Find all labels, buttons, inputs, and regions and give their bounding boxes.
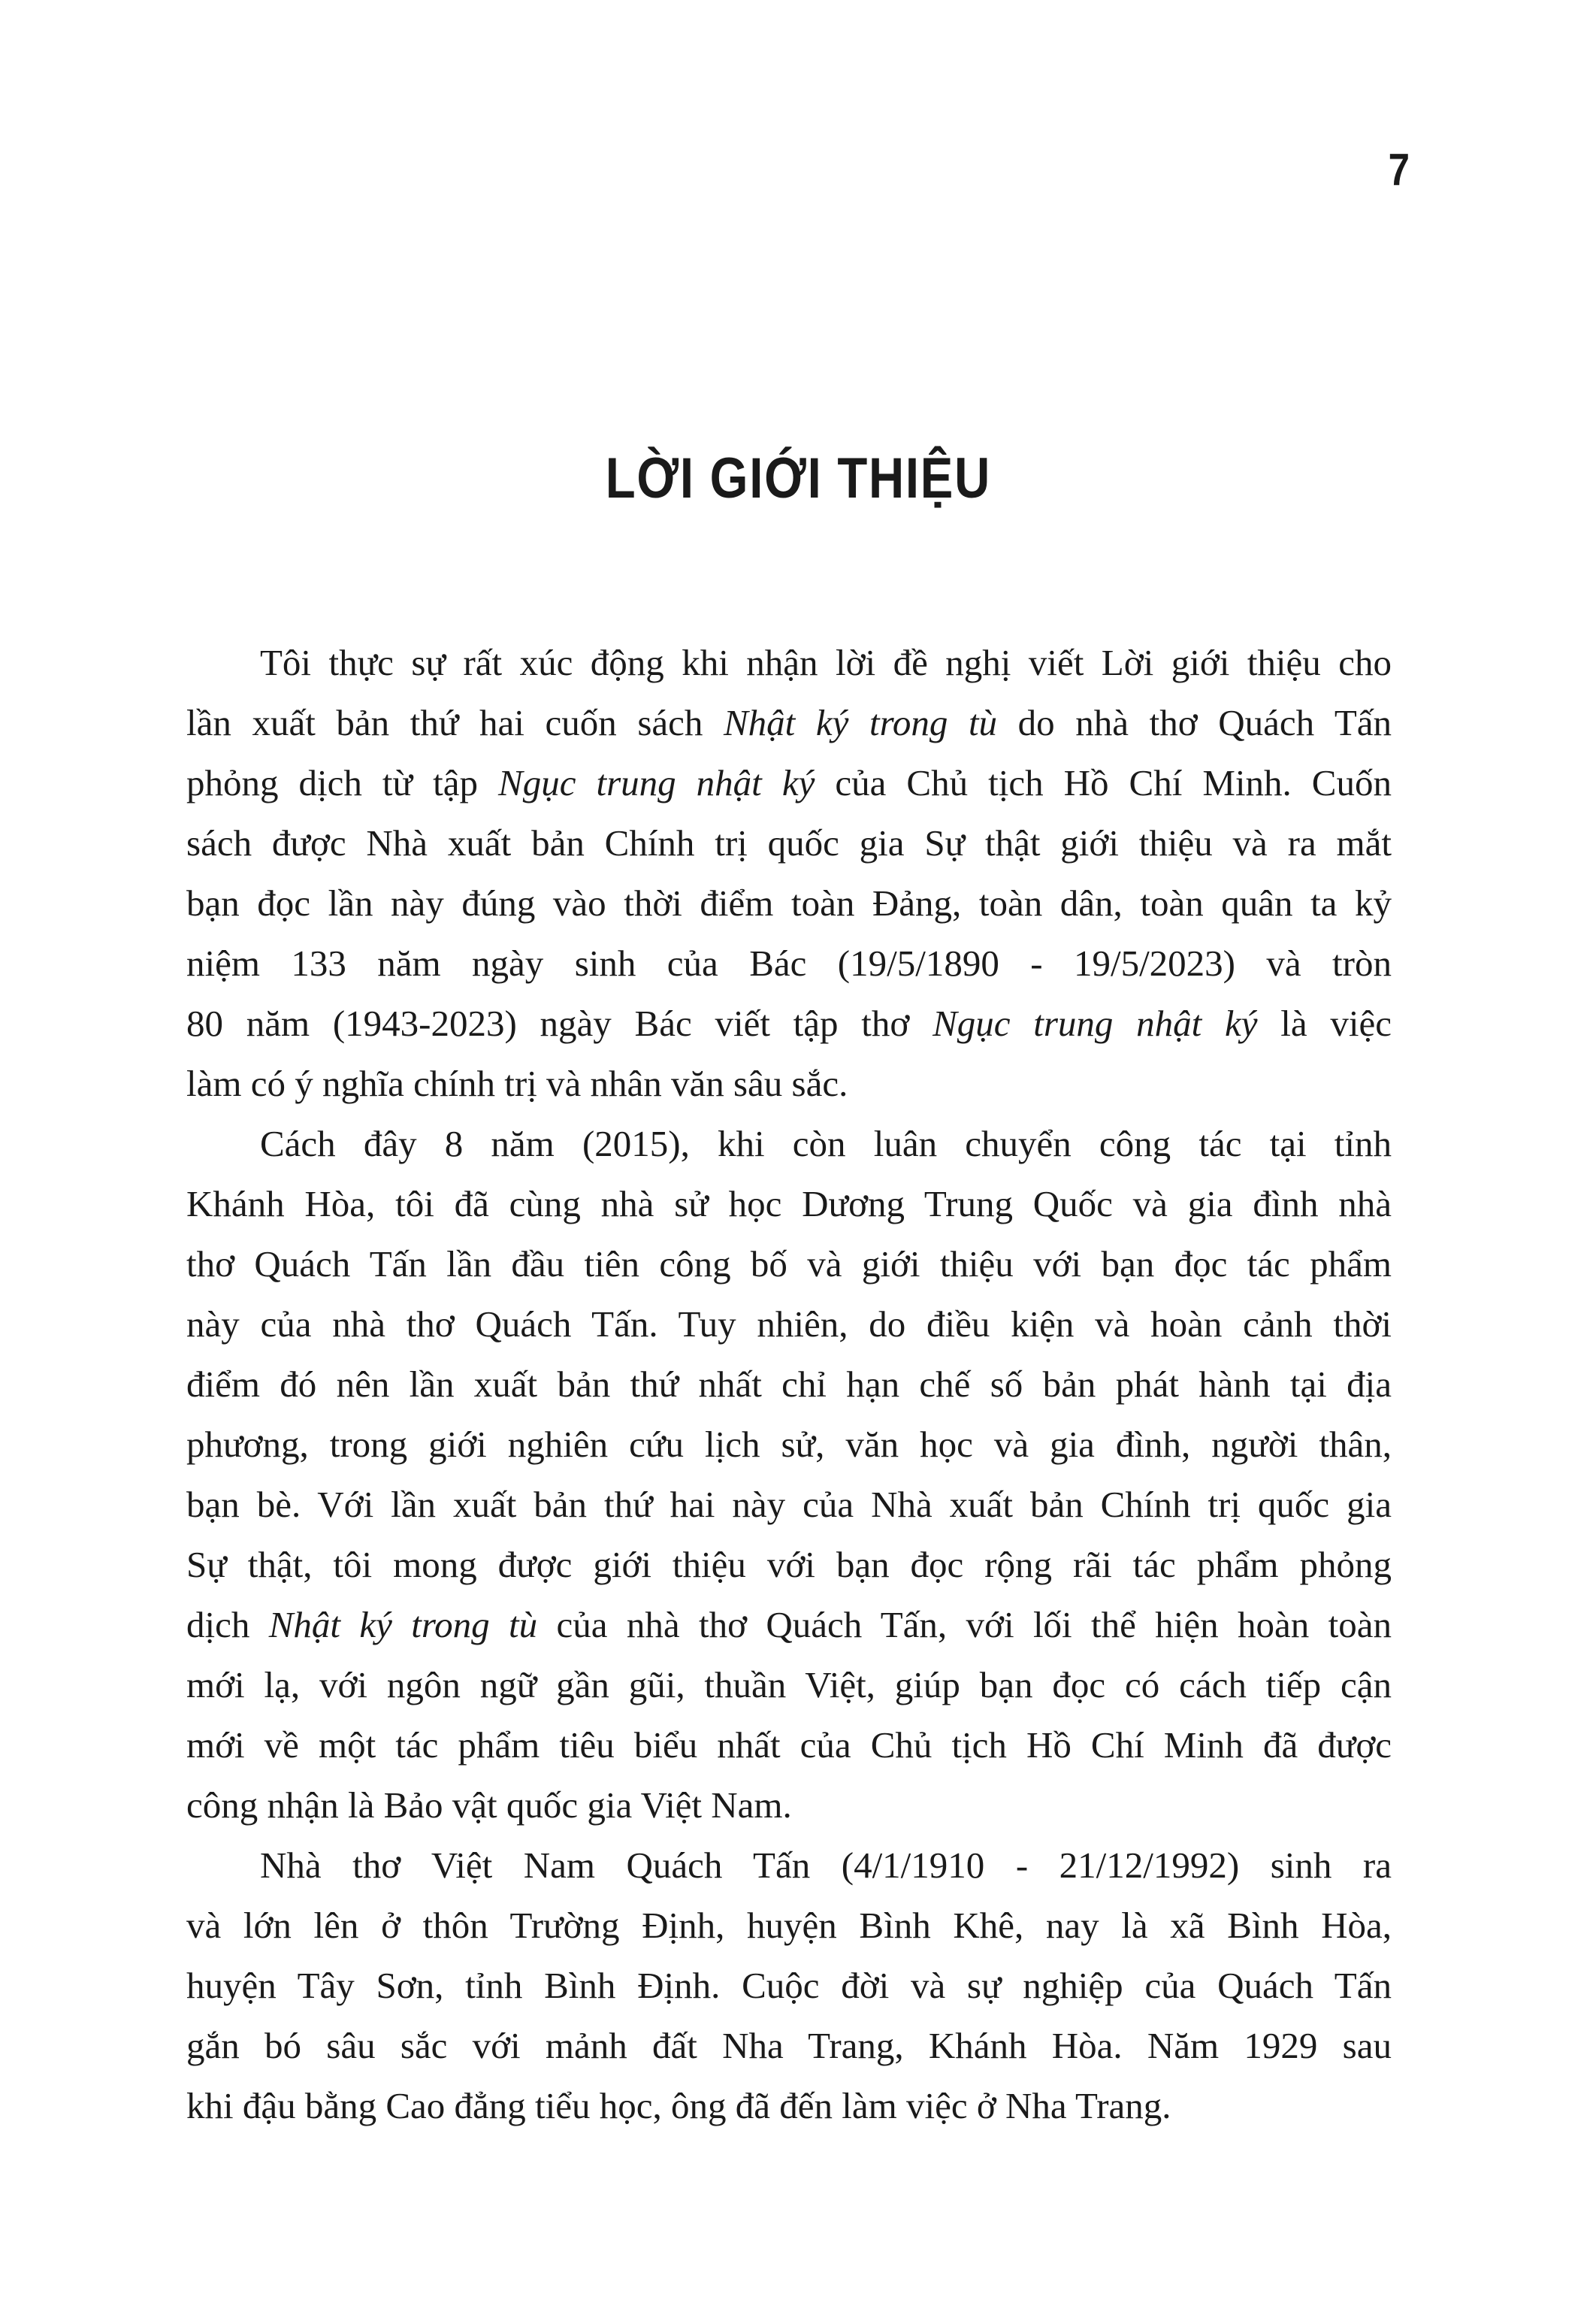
text-line (186, 633, 1392, 693)
text-line (186, 1535, 1392, 1595)
text-line (186, 1475, 1392, 1535)
text-line (186, 1835, 1392, 1896)
text-segment: thơ Quách Tấn lần đầu tiên công bố và giới thiệu với bạn đọc tác phẩm (186, 1243, 1392, 1285)
body-text (186, 633, 1392, 2136)
text-segment: lần xuất bản thứ hai cuốn sách (186, 702, 724, 743)
paragraph (186, 1114, 1392, 1835)
text-line (186, 1354, 1392, 1415)
text-segment: bạn đọc lần này đúng vào thời điểm toàn Đảng, toàn dân, toàn quân ta kỷ (186, 882, 1392, 924)
text-segment: làm có ý nghĩa chính trị và nhân văn sâu sắc. (186, 1063, 848, 1104)
text-segment: mới lạ, với ngôn ngữ gần gũi, thuần Việt, giúp bạn đọc có cách tiếp cận (186, 1664, 1392, 1705)
page-title (0, 445, 1596, 513)
text-segment: Khánh Hòa, tôi đã cùng nhà sử học Dương Trung Quốc và gia đình nhà (186, 1183, 1392, 1224)
text-segment: do nhà thơ Quách Tấn (997, 702, 1392, 743)
text-segment: 80 năm (1943-2023) ngày Bác viết tập thơ (186, 1003, 933, 1044)
text-segment: dịch (186, 1604, 269, 1645)
text-line (186, 753, 1392, 813)
text-segment: khi đậu bằng Cao đẳng tiểu học, ông đã đến làm việc ở Nha Trang. (186, 2085, 1171, 2126)
text-segment: bạn bè. Với lần xuất bản thứ hai này của Nhà xuất bản Chính trị quốc gia (186, 1484, 1392, 1525)
paragraph (186, 1835, 1392, 2136)
text-line (186, 1896, 1392, 1956)
page-number: 7 (1388, 144, 1410, 195)
text-segment: Sự thật, tôi mong được giới thiệu với bạn đọc rộng rãi tác phẩm phỏng (186, 1544, 1392, 1585)
text-line (186, 1174, 1392, 1234)
text-segment: điểm đó nên lần xuất bản thứ nhất chỉ hạn chế số bản phát hành tại địa (186, 1363, 1392, 1405)
text-line (186, 2016, 1392, 2076)
text-line (186, 1715, 1392, 1775)
book-title-italic: Ngục trung nhật ký (933, 1003, 1258, 1044)
book-title-italic: Ngục trung nhật ký (498, 762, 815, 803)
text-line (186, 1415, 1392, 1475)
text-segment: công nhận là Bảo vật quốc gia Việt Nam. (186, 1784, 792, 1826)
text-line (186, 693, 1392, 753)
text-segment: của Chủ tịch Hồ Chí Minh. Cuốn (815, 762, 1392, 803)
text-segment: mới về một tác phẩm tiêu biểu nhất của Chủ tịch Hồ Chí Minh đã được (186, 1724, 1392, 1766)
text-segment: sách được Nhà xuất bản Chính trị quốc gia Sự thật giới thiệu và ra mắt (186, 822, 1392, 864)
text-line (186, 1956, 1392, 2016)
text-line (186, 934, 1392, 994)
text-segment: là việc (1257, 1003, 1392, 1044)
text-line (186, 1234, 1392, 1294)
book-title-italic: Nhật ký trong tù (724, 702, 998, 743)
text-segment: niệm 133 năm ngày sinh của Bác (19/5/1890 - 19/5/2023) và tròn (186, 943, 1392, 984)
text-line (186, 1775, 1392, 1835)
text-line (186, 1054, 1392, 1114)
text-line (186, 1114, 1392, 1174)
text-segment: Cách đây 8 năm (2015), khi còn luân chuyển công tác tại tỉnh (260, 1123, 1392, 1164)
text-line (186, 2076, 1392, 2136)
text-segment: phương, trong giới nghiên cứu lịch sử, văn học và gia đình, người thân, (186, 1424, 1392, 1465)
page-title-text: LỜI GIỚI THIỆU (605, 446, 991, 510)
text-segment: gắn bó sâu sắc với mảnh đất Nha Trang, Khánh Hòa. Năm 1929 sau (186, 2025, 1392, 2066)
text-segment: của nhà thơ Quách Tấn, với lối thể hiện hoàn toàn (537, 1604, 1392, 1645)
text-line (186, 1595, 1392, 1655)
text-line (186, 813, 1392, 873)
text-segment: và lớn lên ở thôn Trường Định, huyện Bình Khê, nay là xã Bình Hòa, (186, 1905, 1392, 1946)
text-line (186, 1655, 1392, 1715)
book-title-italic: Nhật ký trong tù (268, 1604, 538, 1645)
text-segment: này của nhà thơ Quách Tấn. Tuy nhiên, do điều kiện và hoàn cảnh thời (186, 1303, 1392, 1345)
text-segment: Nhà thơ Việt Nam Quách Tấn (4/1/1910 - 21/12/1992) sinh ra (260, 1844, 1392, 1886)
text-segment: huyện Tây Sơn, tỉnh Bình Định. Cuộc đời và sự nghiệp của Quách Tấn (186, 1965, 1392, 2006)
text-segment: phỏng dịch từ tập (186, 762, 499, 803)
text-line (186, 873, 1392, 934)
text-segment: Tôi thực sự rất xúc động khi nhận lời đề nghị viết Lời giới thiệu cho (260, 642, 1392, 683)
paragraph (186, 633, 1392, 1114)
text-line (186, 994, 1392, 1054)
text-line (186, 1294, 1392, 1354)
